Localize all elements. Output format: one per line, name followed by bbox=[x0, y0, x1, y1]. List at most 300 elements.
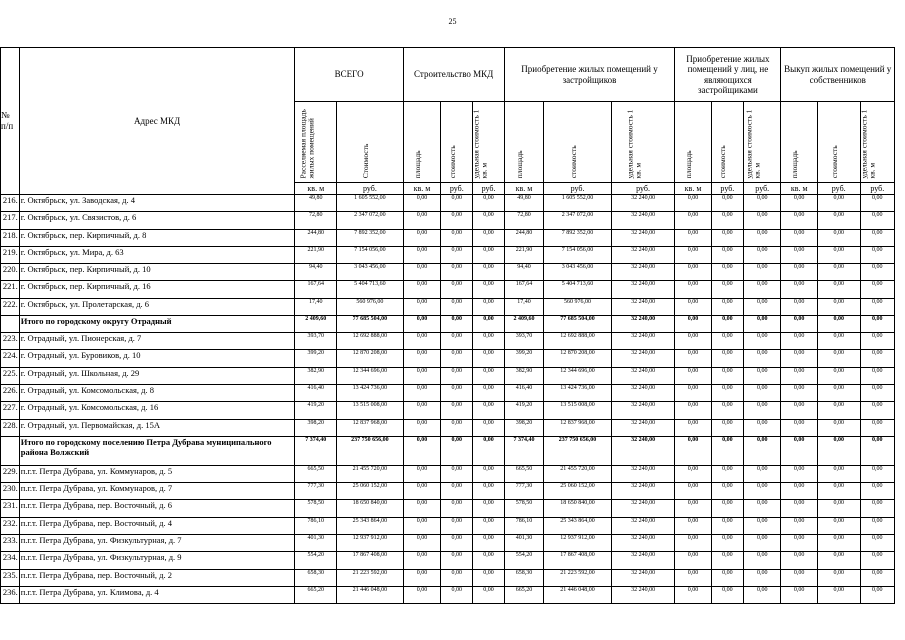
cell-total-area: 416,40 bbox=[295, 384, 337, 401]
cell-d-cost: 17 867 408,00 bbox=[544, 552, 612, 569]
cell-total-area: 399,20 bbox=[295, 350, 337, 367]
cell-b-unit: 0,00 bbox=[473, 212, 504, 229]
cell-d-area: 7 374,40 bbox=[504, 436, 544, 465]
cell-r-cost: 0,00 bbox=[817, 281, 860, 298]
cell-d-cost: 1 605 552,00 bbox=[544, 195, 612, 212]
cell-o-area: 0,00 bbox=[675, 246, 711, 263]
cell-b-area: 0,00 bbox=[403, 517, 440, 534]
row-address: п.г.т. Петра Дубрава, пер. Восточный, д. 2 bbox=[19, 569, 295, 586]
cell-b-cost: 0,00 bbox=[441, 212, 473, 229]
row-number: 224. bbox=[1, 350, 20, 367]
cell-r-unit: 0,00 bbox=[860, 195, 894, 212]
cell-b-cost: 0,00 bbox=[441, 500, 473, 517]
cell-d-cost: 7 154 056,00 bbox=[544, 246, 612, 263]
cell-b-cost: 0,00 bbox=[441, 281, 473, 298]
cell-r-cost: 0,00 bbox=[817, 569, 860, 586]
cell-b-area: 0,00 bbox=[403, 229, 440, 246]
cell-d-unit: 32 240,00 bbox=[611, 465, 674, 482]
unit-rub: руб. bbox=[860, 183, 894, 195]
cell-r-cost: 0,00 bbox=[817, 535, 860, 552]
cell-b-cost: 0,00 bbox=[441, 402, 473, 419]
cell-o-unit: 0,00 bbox=[743, 552, 780, 569]
cell-d-cost: 21 455 720,00 bbox=[544, 465, 612, 482]
table-row bbox=[1, 246, 895, 263]
cell-o-area: 0,00 bbox=[675, 419, 711, 436]
cell-o-unit: 0,00 bbox=[743, 298, 780, 315]
cell-d-area: 786,10 bbox=[504, 517, 544, 534]
cell-d-unit: 32 240,00 bbox=[611, 500, 674, 517]
row-number: 225. bbox=[1, 367, 20, 384]
table-row bbox=[1, 465, 895, 482]
cell-o-cost: 0,00 bbox=[711, 569, 743, 586]
cell-d-unit: 32 240,00 bbox=[611, 246, 674, 263]
group-header-construction: Строительство МКД bbox=[403, 48, 504, 102]
row-number bbox=[1, 316, 20, 333]
cell-d-unit: 32 240,00 bbox=[611, 264, 674, 281]
cell-r-area: 0,00 bbox=[781, 316, 817, 333]
cell-d-cost: 2 347 072,00 bbox=[544, 212, 612, 229]
cell-total-cost: 237 750 656,00 bbox=[337, 436, 404, 465]
cell-d-unit: 32 240,00 bbox=[611, 552, 674, 569]
subheader-cost: стоимость bbox=[441, 102, 473, 183]
subheader-area-total: Расселяемая площадь жилых помещений bbox=[295, 102, 337, 183]
subheader-cost: стоимость bbox=[544, 102, 612, 183]
cell-d-unit: 32 240,00 bbox=[611, 316, 674, 333]
row-address: п.г.т. Петра Дубрава, ул. Климова, д. 4 bbox=[19, 586, 295, 603]
cell-b-area: 0,00 bbox=[403, 586, 440, 603]
row-address: п.г.т. Петра Дубрава, ул. Коммунаров, д. 5 bbox=[19, 465, 295, 482]
row-number bbox=[1, 436, 20, 465]
cell-b-area: 0,00 bbox=[403, 264, 440, 281]
cell-r-area: 0,00 bbox=[781, 552, 817, 569]
cell-r-cost: 0,00 bbox=[817, 367, 860, 384]
cell-r-unit: 0,00 bbox=[860, 465, 894, 482]
cell-b-area: 0,00 bbox=[403, 316, 440, 333]
table-row bbox=[1, 552, 895, 569]
subheader-area: площадь bbox=[403, 102, 440, 183]
cell-o-area: 0,00 bbox=[675, 535, 711, 552]
cell-d-area: 401,30 bbox=[504, 535, 544, 552]
cell-d-area: 49,80 bbox=[504, 195, 544, 212]
row-number: 218. bbox=[1, 229, 20, 246]
cell-o-area: 0,00 bbox=[675, 333, 711, 350]
cell-d-unit: 32 240,00 bbox=[611, 298, 674, 315]
cell-o-area: 0,00 bbox=[675, 517, 711, 534]
cell-d-area: 665,50 bbox=[504, 465, 544, 482]
cell-d-area: 419,20 bbox=[504, 402, 544, 419]
cell-o-unit: 0,00 bbox=[743, 264, 780, 281]
cell-o-cost: 0,00 bbox=[711, 436, 743, 465]
cell-b-cost: 0,00 bbox=[441, 384, 473, 401]
cell-o-area: 0,00 bbox=[675, 483, 711, 500]
row-address: г. Отрадный, ул. Комсомольская, д. 8 bbox=[19, 384, 295, 401]
cell-o-unit: 0,00 bbox=[743, 586, 780, 603]
cell-b-unit: 0,00 bbox=[473, 419, 504, 436]
cell-total-cost: 12 692 888,00 bbox=[337, 333, 404, 350]
cell-d-area: 244,80 bbox=[504, 229, 544, 246]
cell-b-cost: 0,00 bbox=[441, 229, 473, 246]
cell-d-cost: 25 060 152,00 bbox=[544, 483, 612, 500]
cell-b-cost: 0,00 bbox=[441, 316, 473, 333]
cell-d-unit: 32 240,00 bbox=[611, 281, 674, 298]
cell-d-area: 777,30 bbox=[504, 483, 544, 500]
subheader-area: площадь bbox=[781, 102, 817, 183]
row-number: 230. bbox=[1, 483, 20, 500]
cell-b-area: 0,00 bbox=[403, 436, 440, 465]
cell-r-cost: 0,00 bbox=[817, 552, 860, 569]
cell-d-cost: 21 223 592,00 bbox=[544, 569, 612, 586]
cell-d-unit: 32 240,00 bbox=[611, 586, 674, 603]
cell-b-cost: 0,00 bbox=[441, 483, 473, 500]
cell-r-unit: 0,00 bbox=[860, 246, 894, 263]
subtotal-row bbox=[1, 316, 895, 333]
cell-total-area: 401,30 bbox=[295, 535, 337, 552]
cell-total-cost: 77 685 504,00 bbox=[337, 316, 404, 333]
cell-o-area: 0,00 bbox=[675, 281, 711, 298]
cell-r-area: 0,00 bbox=[781, 212, 817, 229]
cell-r-cost: 0,00 bbox=[817, 333, 860, 350]
cell-r-area: 0,00 bbox=[781, 298, 817, 315]
cell-b-cost: 0,00 bbox=[441, 586, 473, 603]
cell-b-area: 0,00 bbox=[403, 281, 440, 298]
cell-total-cost: 560 976,00 bbox=[337, 298, 404, 315]
cell-o-area: 0,00 bbox=[675, 402, 711, 419]
cell-o-cost: 0,00 bbox=[711, 465, 743, 482]
cell-b-cost: 0,00 bbox=[441, 465, 473, 482]
cell-total-area: 221,90 bbox=[295, 246, 337, 263]
unit-sqm: кв. м bbox=[504, 183, 544, 195]
cell-d-area: 554,20 bbox=[504, 552, 544, 569]
cell-total-cost: 25 060 152,00 bbox=[337, 483, 404, 500]
cell-d-cost: 13 424 736,00 bbox=[544, 384, 612, 401]
row-address: г. Октябрьск, пер. Кирпичный, д. 8 bbox=[19, 229, 295, 246]
cell-total-cost: 7 892 352,00 bbox=[337, 229, 404, 246]
cell-r-area: 0,00 bbox=[781, 419, 817, 436]
cell-b-unit: 0,00 bbox=[473, 316, 504, 333]
cell-b-unit: 0,00 bbox=[473, 298, 504, 315]
cell-o-cost: 0,00 bbox=[711, 298, 743, 315]
cell-total-area: 554,20 bbox=[295, 552, 337, 569]
cell-d-area: 416,40 bbox=[504, 384, 544, 401]
cell-o-area: 0,00 bbox=[675, 316, 711, 333]
cell-r-cost: 0,00 bbox=[817, 586, 860, 603]
cell-b-unit: 0,00 bbox=[473, 384, 504, 401]
cell-total-area: 419,20 bbox=[295, 402, 337, 419]
cell-b-unit: 0,00 bbox=[473, 517, 504, 534]
cell-d-unit: 32 240,00 bbox=[611, 333, 674, 350]
cell-total-cost: 12 837 968,00 bbox=[337, 419, 404, 436]
cell-o-cost: 0,00 bbox=[711, 246, 743, 263]
row-address: г. Октябрьск, пер. Кирпичный, д. 10 bbox=[19, 264, 295, 281]
unit-rub: руб. bbox=[743, 183, 780, 195]
cell-b-unit: 0,00 bbox=[473, 350, 504, 367]
cell-o-cost: 0,00 bbox=[711, 483, 743, 500]
cell-d-unit: 32 240,00 bbox=[611, 569, 674, 586]
table-row bbox=[1, 281, 895, 298]
cell-o-area: 0,00 bbox=[675, 367, 711, 384]
cell-total-cost: 13 424 736,00 bbox=[337, 384, 404, 401]
cell-total-area: 393,70 bbox=[295, 333, 337, 350]
cell-b-unit: 0,00 bbox=[473, 569, 504, 586]
cell-o-cost: 0,00 bbox=[711, 195, 743, 212]
subheader-cost: Стоимость bbox=[337, 102, 404, 183]
cell-r-area: 0,00 bbox=[781, 281, 817, 298]
cell-b-cost: 0,00 bbox=[441, 298, 473, 315]
cell-o-unit: 0,00 bbox=[743, 246, 780, 263]
cell-r-cost: 0,00 bbox=[817, 212, 860, 229]
row-address: п.г.т. Петра Дубрава, ул. Коммунаров, д. 7 bbox=[19, 483, 295, 500]
cell-total-area: 578,50 bbox=[295, 500, 337, 517]
page-number: 25 bbox=[448, 17, 457, 26]
cell-o-cost: 0,00 bbox=[711, 517, 743, 534]
row-address: п.г.т. Петра Дубрава, ул. Физкультурная, д. 7 bbox=[19, 535, 295, 552]
row-number: 235. bbox=[1, 569, 20, 586]
unit-sqm: кв. м bbox=[675, 183, 711, 195]
cell-r-area: 0,00 bbox=[781, 333, 817, 350]
cell-o-unit: 0,00 bbox=[743, 350, 780, 367]
cell-d-cost: 12 344 696,00 bbox=[544, 367, 612, 384]
cell-o-area: 0,00 bbox=[675, 229, 711, 246]
cell-o-cost: 0,00 bbox=[711, 552, 743, 569]
cell-d-unit: 32 240,00 bbox=[611, 367, 674, 384]
row-number: 227. bbox=[1, 402, 20, 419]
cell-total-area: 398,20 bbox=[295, 419, 337, 436]
cell-b-cost: 0,00 bbox=[441, 569, 473, 586]
row-number: 226. bbox=[1, 384, 20, 401]
cell-total-cost: 25 343 864,00 bbox=[337, 517, 404, 534]
cell-total-cost: 3 043 456,00 bbox=[337, 264, 404, 281]
cell-r-unit: 0,00 bbox=[860, 264, 894, 281]
cell-d-unit: 32 240,00 bbox=[611, 483, 674, 500]
table-row bbox=[1, 483, 895, 500]
cell-d-unit: 32 240,00 bbox=[611, 535, 674, 552]
cell-o-unit: 0,00 bbox=[743, 229, 780, 246]
row-address: г. Октябрьск, ул. Мира, д. 63 bbox=[19, 246, 295, 263]
cell-o-cost: 0,00 bbox=[711, 535, 743, 552]
cell-b-cost: 0,00 bbox=[441, 350, 473, 367]
subtotal-label: Итого по городскому поселению Петра Дубрава муниципального района Волжский bbox=[19, 436, 295, 465]
cell-b-unit: 0,00 bbox=[473, 465, 504, 482]
cell-b-cost: 0,00 bbox=[441, 436, 473, 465]
cell-total-area: 786,10 bbox=[295, 517, 337, 534]
cell-d-area: 398,20 bbox=[504, 419, 544, 436]
cell-o-unit: 0,00 bbox=[743, 212, 780, 229]
cell-b-area: 0,00 bbox=[403, 333, 440, 350]
cell-b-cost: 0,00 bbox=[441, 264, 473, 281]
cell-r-area: 0,00 bbox=[781, 483, 817, 500]
row-address: п.г.т. Петра Дубрава, ул. Физкультурная, д. 9 bbox=[19, 552, 295, 569]
cell-d-unit: 32 240,00 bbox=[611, 517, 674, 534]
cell-r-area: 0,00 bbox=[781, 195, 817, 212]
row-number: 220. bbox=[1, 264, 20, 281]
cell-d-area: 2 409,60 bbox=[504, 316, 544, 333]
row-address: п.г.т. Петра Дубрава, пер. Восточный, д. 4 bbox=[19, 517, 295, 534]
cell-b-area: 0,00 bbox=[403, 483, 440, 500]
cell-total-cost: 7 154 056,00 bbox=[337, 246, 404, 263]
cell-r-area: 0,00 bbox=[781, 402, 817, 419]
cell-r-cost: 0,00 bbox=[817, 195, 860, 212]
cell-total-cost: 17 867 408,00 bbox=[337, 552, 404, 569]
cell-r-area: 0,00 bbox=[781, 264, 817, 281]
cell-d-unit: 32 240,00 bbox=[611, 402, 674, 419]
cell-r-unit: 0,00 bbox=[860, 552, 894, 569]
cell-b-area: 0,00 bbox=[403, 246, 440, 263]
cell-r-area: 0,00 bbox=[781, 535, 817, 552]
unit-sqm: кв. м bbox=[295, 183, 337, 195]
cell-r-unit: 0,00 bbox=[860, 384, 894, 401]
cell-r-unit: 0,00 bbox=[860, 333, 894, 350]
cell-r-area: 0,00 bbox=[781, 436, 817, 465]
row-address: г. Отрадный, ул. Школьная, д. 29 bbox=[19, 367, 295, 384]
cell-b-area: 0,00 bbox=[403, 212, 440, 229]
cell-b-cost: 0,00 bbox=[441, 195, 473, 212]
cell-o-cost: 0,00 bbox=[711, 402, 743, 419]
cell-d-area: 17,40 bbox=[504, 298, 544, 315]
table-row bbox=[1, 264, 895, 281]
row-number: 228. bbox=[1, 419, 20, 436]
cell-b-unit: 0,00 bbox=[473, 500, 504, 517]
row-number: 223. bbox=[1, 333, 20, 350]
cell-r-unit: 0,00 bbox=[860, 483, 894, 500]
cell-o-cost: 0,00 bbox=[711, 333, 743, 350]
cell-o-area: 0,00 bbox=[675, 212, 711, 229]
cell-b-unit: 0,00 bbox=[473, 367, 504, 384]
cell-o-cost: 0,00 bbox=[711, 281, 743, 298]
cell-total-cost: 5 404 713,60 bbox=[337, 281, 404, 298]
cell-r-cost: 0,00 bbox=[817, 316, 860, 333]
cell-o-area: 0,00 bbox=[675, 500, 711, 517]
cell-b-cost: 0,00 bbox=[441, 333, 473, 350]
row-number: 232. bbox=[1, 517, 20, 534]
resettlement-table bbox=[0, 47, 895, 604]
cell-b-unit: 0,00 bbox=[473, 195, 504, 212]
cell-b-cost: 0,00 bbox=[441, 246, 473, 263]
cell-r-unit: 0,00 bbox=[860, 586, 894, 603]
cell-b-unit: 0,00 bbox=[473, 246, 504, 263]
cell-r-cost: 0,00 bbox=[817, 465, 860, 482]
cell-r-cost: 0,00 bbox=[817, 436, 860, 465]
cell-d-cost: 12 937 912,00 bbox=[544, 535, 612, 552]
cell-o-area: 0,00 bbox=[675, 264, 711, 281]
cell-total-area: 777,30 bbox=[295, 483, 337, 500]
cell-total-area: 49,80 bbox=[295, 195, 337, 212]
subheader-area: площадь bbox=[504, 102, 544, 183]
row-number: 217. bbox=[1, 212, 20, 229]
row-address: г. Отрадный, ул. Комсомольская, д. 16 bbox=[19, 402, 295, 419]
cell-total-cost: 12 344 696,00 bbox=[337, 367, 404, 384]
cell-o-area: 0,00 bbox=[675, 298, 711, 315]
cell-d-unit: 32 240,00 bbox=[611, 195, 674, 212]
cell-o-cost: 0,00 bbox=[711, 586, 743, 603]
table-row bbox=[1, 333, 895, 350]
cell-o-unit: 0,00 bbox=[743, 281, 780, 298]
row-number: 234. bbox=[1, 552, 20, 569]
cell-r-cost: 0,00 bbox=[817, 229, 860, 246]
cell-total-area: 17,40 bbox=[295, 298, 337, 315]
cell-b-area: 0,00 bbox=[403, 535, 440, 552]
table-row bbox=[1, 586, 895, 603]
row-number: 236. bbox=[1, 586, 20, 603]
cell-r-unit: 0,00 bbox=[860, 517, 894, 534]
cell-o-area: 0,00 bbox=[675, 195, 711, 212]
cell-r-cost: 0,00 bbox=[817, 500, 860, 517]
cell-r-cost: 0,00 bbox=[817, 517, 860, 534]
cell-o-cost: 0,00 bbox=[711, 367, 743, 384]
unit-rub: руб. bbox=[441, 183, 473, 195]
col-header-num: № п/п bbox=[1, 48, 20, 195]
cell-b-unit: 0,00 bbox=[473, 483, 504, 500]
cell-b-area: 0,00 bbox=[403, 465, 440, 482]
cell-r-unit: 0,00 bbox=[860, 436, 894, 465]
cell-r-area: 0,00 bbox=[781, 246, 817, 263]
cell-o-cost: 0,00 bbox=[711, 264, 743, 281]
cell-d-unit: 32 240,00 bbox=[611, 350, 674, 367]
cell-d-area: 72,80 bbox=[504, 212, 544, 229]
cell-o-area: 0,00 bbox=[675, 586, 711, 603]
cell-total-area: 665,50 bbox=[295, 465, 337, 482]
cell-total-area: 167,64 bbox=[295, 281, 337, 298]
table-row bbox=[1, 212, 895, 229]
cell-b-unit: 0,00 bbox=[473, 586, 504, 603]
cell-r-cost: 0,00 bbox=[817, 246, 860, 263]
subheader-unit-cost: удельная стоимость 1 кв. м bbox=[473, 102, 504, 183]
cell-d-area: 167,64 bbox=[504, 281, 544, 298]
cell-r-unit: 0,00 bbox=[860, 316, 894, 333]
cell-r-area: 0,00 bbox=[781, 384, 817, 401]
table-row bbox=[1, 535, 895, 552]
cell-o-unit: 0,00 bbox=[743, 465, 780, 482]
cell-r-area: 0,00 bbox=[781, 229, 817, 246]
unit-rub: руб. bbox=[817, 183, 860, 195]
cell-d-unit: 32 240,00 bbox=[611, 436, 674, 465]
cell-b-area: 0,00 bbox=[403, 384, 440, 401]
cell-d-unit: 32 240,00 bbox=[611, 229, 674, 246]
cell-o-unit: 0,00 bbox=[743, 517, 780, 534]
cell-d-unit: 32 240,00 bbox=[611, 212, 674, 229]
cell-r-area: 0,00 bbox=[781, 517, 817, 534]
cell-o-area: 0,00 bbox=[675, 350, 711, 367]
cell-b-cost: 0,00 bbox=[441, 517, 473, 534]
cell-o-unit: 0,00 bbox=[743, 419, 780, 436]
cell-r-unit: 0,00 bbox=[860, 229, 894, 246]
cell-b-area: 0,00 bbox=[403, 419, 440, 436]
cell-b-unit: 0,00 bbox=[473, 333, 504, 350]
cell-r-area: 0,00 bbox=[781, 350, 817, 367]
cell-o-unit: 0,00 bbox=[743, 367, 780, 384]
cell-o-unit: 0,00 bbox=[743, 535, 780, 552]
cell-d-cost: 77 685 504,00 bbox=[544, 316, 612, 333]
table-row bbox=[1, 298, 895, 315]
cell-d-unit: 32 240,00 bbox=[611, 419, 674, 436]
row-address: п.г.т. Петра Дубрава, пер. Восточный, д. 6 bbox=[19, 500, 295, 517]
cell-b-unit: 0,00 bbox=[473, 436, 504, 465]
cell-o-unit: 0,00 bbox=[743, 500, 780, 517]
table-row bbox=[1, 500, 895, 517]
cell-total-cost: 12 937 912,00 bbox=[337, 535, 404, 552]
row-number: 222. bbox=[1, 298, 20, 315]
cell-r-area: 0,00 bbox=[781, 367, 817, 384]
row-address: г. Октябрьск, ул. Связистов, д. 6 bbox=[19, 212, 295, 229]
cell-o-area: 0,00 bbox=[675, 569, 711, 586]
subheader-area: площадь bbox=[675, 102, 711, 183]
cell-r-unit: 0,00 bbox=[860, 419, 894, 436]
row-number: 219. bbox=[1, 246, 20, 263]
cell-d-cost: 7 892 352,00 bbox=[544, 229, 612, 246]
row-address: г. Отрадный, ул. Буровиков, д. 10 bbox=[19, 350, 295, 367]
cell-b-cost: 0,00 bbox=[441, 552, 473, 569]
cell-o-cost: 0,00 bbox=[711, 350, 743, 367]
cell-o-cost: 0,00 bbox=[711, 212, 743, 229]
